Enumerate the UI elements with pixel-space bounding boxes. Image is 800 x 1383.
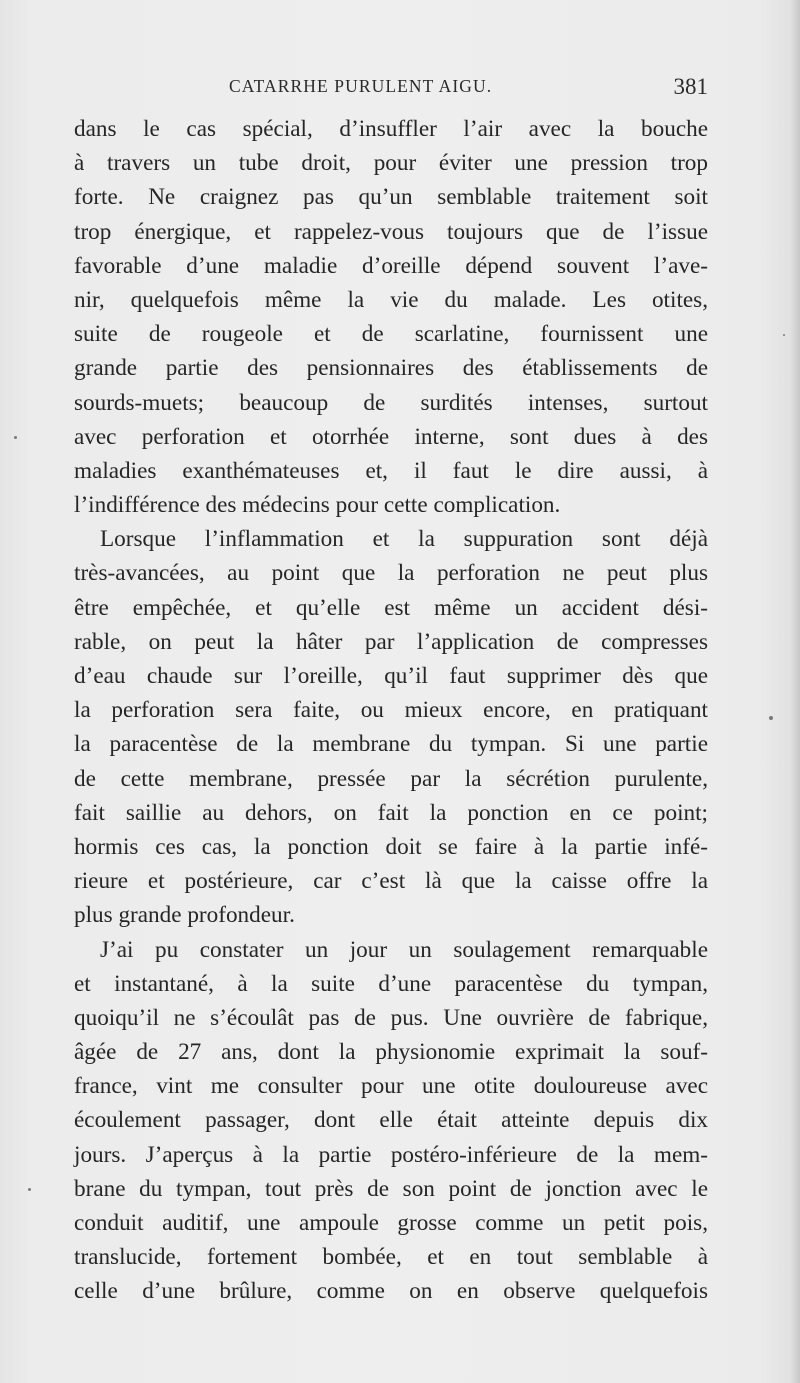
text-line: la paracentèse de la membrane du tympan. Si une partie bbox=[74, 731, 708, 758]
text-line: favorable d’une maladie d’oreille dépend souvent l’ave- bbox=[74, 252, 708, 279]
paragraph-1 bbox=[74, 112, 708, 522]
text-line: nir, quelquefois même la vie du malade. Les otites, bbox=[74, 286, 708, 313]
text-line: hormis ces cas, la ponction doit se faire à la partie infé- bbox=[74, 833, 708, 860]
text-line: sourds-muets; beaucoup de surdités intenses, surtout bbox=[74, 389, 708, 416]
ink-speck bbox=[783, 334, 785, 336]
text-line: forte. Ne craignez pas qu’un semblable traitement soit bbox=[74, 184, 708, 211]
text-line: la perforation sera faite, ou mieux encore, en pratiquant bbox=[74, 697, 708, 724]
text-line: l’indifférence des médecins pour cette complication. bbox=[74, 492, 561, 519]
text-line: écoulement passager, dont elle était atteinte depuis dix bbox=[74, 1107, 708, 1134]
text-line: jours. J’aperçus à la partie postéro-inférieure de la mem- bbox=[74, 1141, 708, 1168]
text-line: conduit auditif, une ampoule grosse comme un petit pois, bbox=[74, 1210, 708, 1236]
text-line: trop énergique, et rappelez-vous toujours que de l’issue bbox=[74, 218, 708, 245]
page-number: 381 bbox=[673, 74, 708, 99]
ink-speck bbox=[28, 1188, 31, 1191]
text-line: maladies exanthémateuses et, il faut le dire aussi, à bbox=[74, 457, 708, 484]
text-line: être empêchée, et qu’elle est même un accident dési- bbox=[74, 594, 708, 621]
text-line: J’ai pu constater un jour un soulagement remarquable bbox=[100, 936, 708, 963]
text-line: âgée de 27 ans, dont la physionomie exprimait la souf- bbox=[74, 1039, 708, 1066]
text-line: dans le cas spécial, d’insuffler l’air avec la bouche bbox=[74, 116, 708, 142]
text-line: très-avancées, au point que la perforation ne peut plus bbox=[74, 560, 708, 587]
ink-speck bbox=[14, 436, 17, 439]
text-line: et instantané, à la suite d’une paracentèse du tympan, bbox=[74, 970, 708, 997]
text-line: plus grande profondeur. bbox=[74, 902, 295, 929]
paragraph-3 bbox=[74, 933, 708, 1309]
text-line: avec perforation et otorrhée interne, sont dues à des bbox=[74, 423, 708, 450]
text-line: suite de rougeole et de scarlatine, fournissent une bbox=[74, 321, 708, 348]
text-line: france, vint me consulter pour une otite douloureuse avec bbox=[74, 1073, 708, 1100]
ink-speck bbox=[769, 716, 773, 720]
text-line: grande partie des pensionnaires des établissements de bbox=[74, 355, 708, 382]
text-line: rieure et postérieure, car c’est là que la caisse offre la bbox=[74, 868, 708, 895]
text-line: fait saillie au dehors, on fait la ponction en ce point; bbox=[74, 799, 708, 826]
page-header bbox=[74, 74, 708, 104]
text-line: Lorsque l’inflammation et la suppuration sont déjà bbox=[100, 526, 708, 553]
page-edge-shadow bbox=[790, 0, 800, 1383]
running-title: CATARRHE PURULENT AIGU. bbox=[229, 76, 493, 96]
text-line: de cette membrane, pressée par la sécrétion purulente, bbox=[74, 765, 708, 792]
text-line: d’eau chaude sur l’oreille, qu’il faut supprimer dès que bbox=[74, 663, 708, 689]
body-text bbox=[74, 112, 708, 1309]
text-line: quoiqu’il ne s’écoulât pas de pus. Une ouvrière de fabrique, bbox=[74, 1004, 708, 1031]
text-line: à travers un tube droit, pour éviter une pression trop bbox=[74, 150, 708, 177]
text-line: translucide, fortement bombée, et en tout semblable à bbox=[74, 1244, 708, 1271]
paragraph-2 bbox=[74, 522, 708, 932]
text-line: rable, on peut la hâter par l’application de compresses bbox=[74, 628, 708, 655]
text-line: celle d’une brûlure, comme on en observe quelquefois bbox=[74, 1278, 708, 1305]
text-line: brane du tympan, tout près de son point de jonction avec le bbox=[74, 1175, 708, 1202]
